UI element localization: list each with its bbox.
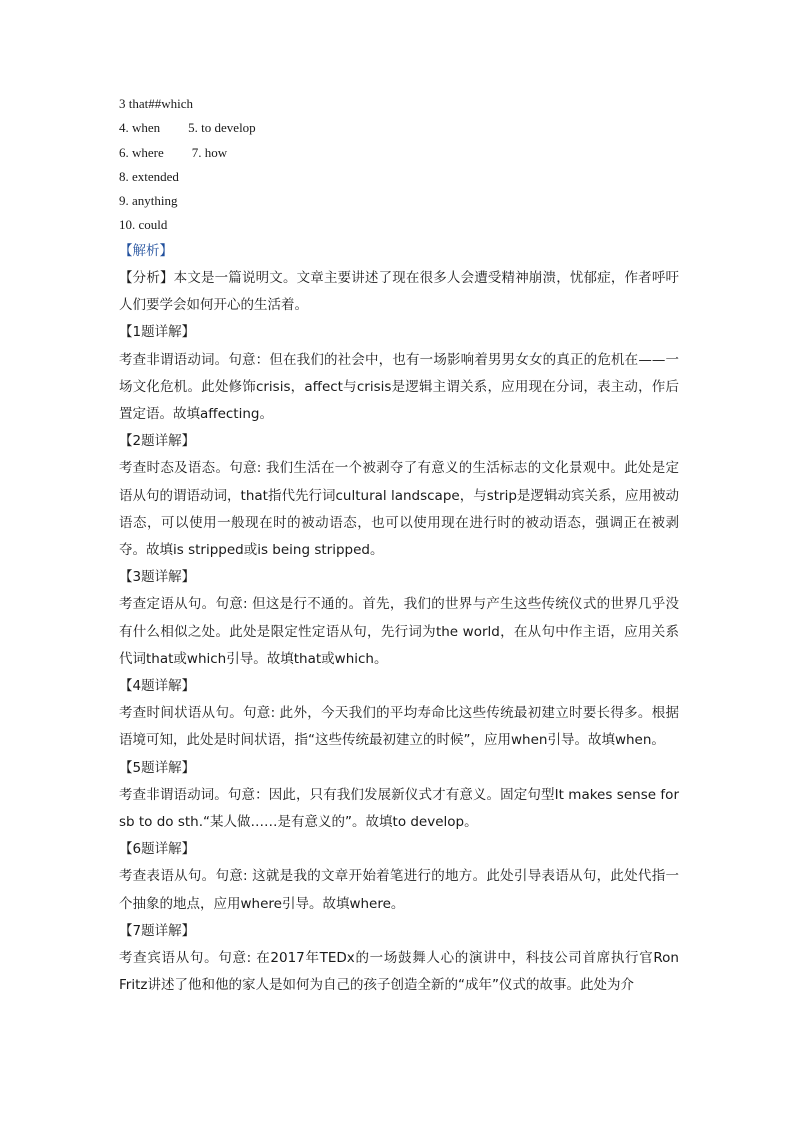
answer-7: 7. how [191,144,228,160]
summary-text: 本文是一篇说明文。文章主要讲述了现在很多人会遭受精神崩溃，忧郁症，作者呼吁人们要学会如何开心的生活着。 [119,269,680,314]
answer-line [119,213,679,237]
item-1-title: 【1题详解】 [119,324,196,341]
item-7-title: 【7题详解】 [119,922,196,939]
answer-line [119,116,679,140]
answer-line [119,92,679,116]
answer-6: 6. where [119,144,164,160]
item-2-text: 考查时态及语态。句意: 我们生活在一个被剥夺了有意义的生活标志的文化景观中。此处是定语从句的谓语动词，that指代先行词cultural landscape，与strip是逻辑动宾关系，应用被动语态，可以使用一般现在时的被动语态，也可以使用现在进行时的被动语态，强调正在被剥夺。故填is stripped或is being stripped。 [119,460,679,559]
item-2-title: 【2题详解】 [119,433,196,450]
item-4-text: 考查时间状语从句。句意: 此外，今天我们的平均寿命比这些传统最初建立时要长得多。根据语境可知，此处是时间状语，指“这些传统最初建立的时候”，应用when引导。故填when。 [119,705,679,749]
answer-9: 9. anything [119,193,178,209]
item-3-text: 考查定语从句。句意: 但这是行不通的。首先，我们的世界与产生这些传统仪式的世界几乎没有什么相似之处。此处是限定性定语从句，先行词为the world，在从句中作主语，应用关系代词that或which引导。故填that或which。 [119,596,679,667]
item-5-title: 【5题详解】 [119,759,196,776]
answer-5: 5. to develop [188,120,256,136]
item-7-text: 考查宾语从句。句意: 在2017年TEDx的一场鼓舞人心的演讲中，科技公司首席执行官Ron Fritz讲述了他和他的家人是如何为自己的孩子创造全新的“成年”仪式的故事。此处为介 [119,950,679,994]
item-5-text: 考查非谓语动词。句意：因此，只有我们发展新仪式才有意义。固定句型It makes sense for sb to do sth.“某人做……是有意义的”。故填to develop。 [119,786,679,831]
answer-line [119,189,679,213]
answer-line [119,165,679,189]
analysis-heading: 【解析】 [119,242,173,259]
item-6-text: 考查表语从句。句意: 这就是我的文章开始着笔进行的地方。此处引导表语从句，此处代指一个抽象的地点，应用where引导。故填where。 [119,868,679,912]
answer-10: 10. could [119,217,168,233]
answer-line [119,141,679,165]
summary-label: 【分析】 [119,269,174,286]
answer-3: 3 that##which [119,96,194,111]
answer-list [119,92,679,238]
summary-paragraph [119,265,679,319]
item-4-title: 【4题详解】 [119,678,196,695]
item-6-title: 【6题详解】 [119,841,196,858]
document-page [119,92,679,999]
item-3-title: 【3题详解】 [119,569,196,586]
item-1-text: 考查非谓语动词。句意：但在我们的社会中，也有一场影响着男男女女的真正的危机在——一场文化危机。此处修饰crisis，affect与crisis是逻辑主谓关系，应用现在分词，表主动，作后置定语。故填affecting。 [119,351,679,422]
answer-8: 8. extended [119,168,179,184]
answer-4: 4. when [119,120,161,136]
